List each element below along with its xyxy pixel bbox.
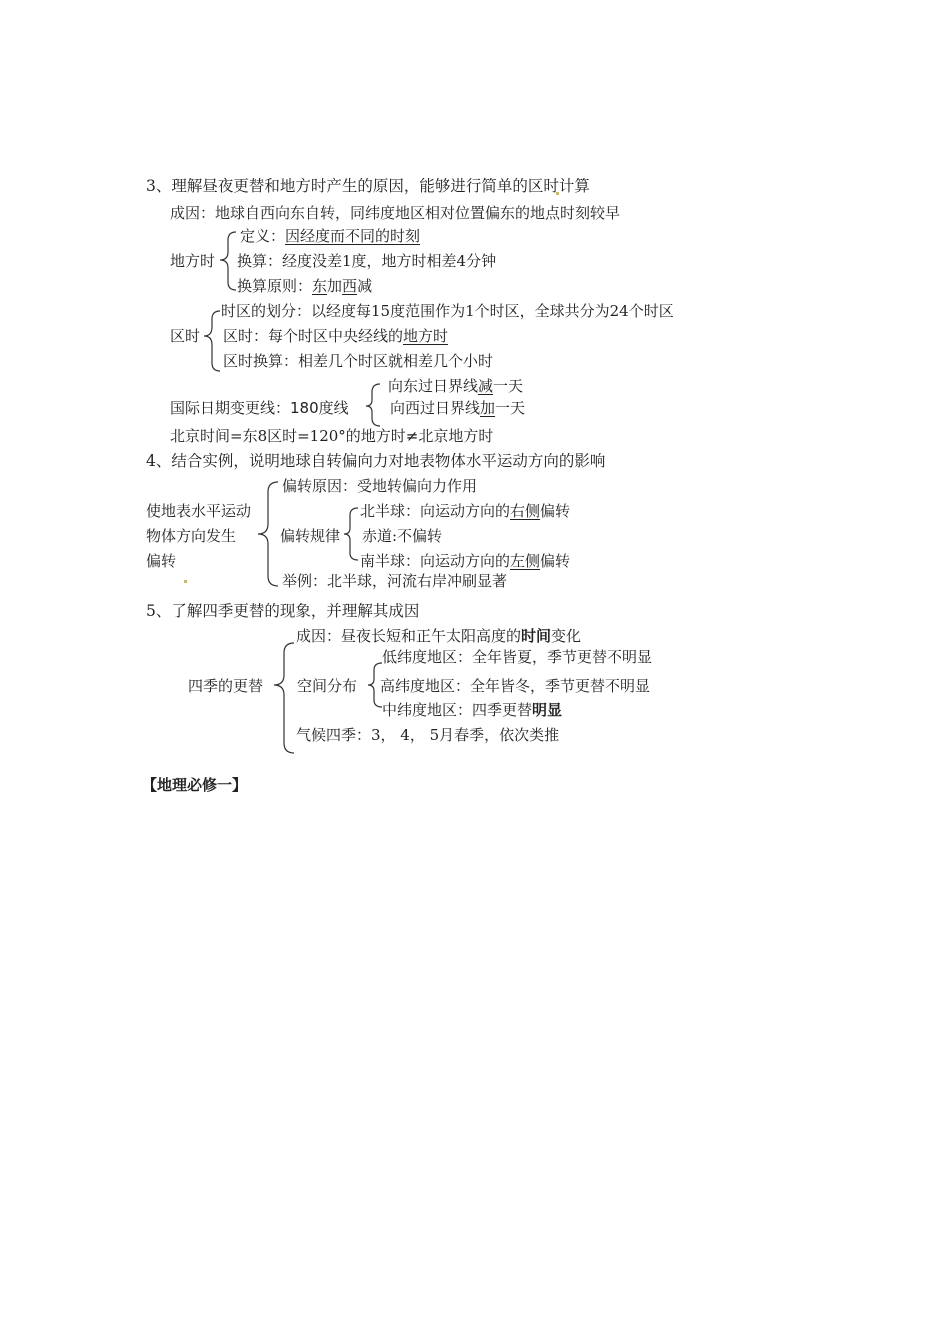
west-value: 加 bbox=[480, 399, 496, 417]
local-time-brace bbox=[220, 232, 236, 290]
zone-time-value: 地方时 bbox=[403, 327, 449, 345]
south-value: 左侧 bbox=[510, 552, 541, 570]
beijing-time-note: 北京时间=东8区时=120°的地方时≠北京地方时 bbox=[170, 427, 494, 445]
cause-suffix: 变化 bbox=[551, 627, 582, 645]
rule-add: 加 bbox=[327, 277, 343, 295]
deflection-reason: 偏转原因：受地转偏向力作用 bbox=[282, 477, 478, 495]
southern-hemisphere-rule bbox=[360, 551, 570, 571]
east-prefix: 向东过日界线 bbox=[388, 377, 479, 395]
zone-time-conversion: 区时换算：相差几个时区就相差几个小时 bbox=[223, 352, 494, 370]
climate-seasons: 气候四季：3， 4， 5月春季，依次类推 bbox=[296, 726, 560, 744]
space-distribution-label: 空间分布 bbox=[297, 677, 358, 695]
high-latitude: 高纬度地区：全年皆冬，季节更替不明显 bbox=[380, 677, 651, 695]
cause-bold: 时间 bbox=[521, 627, 552, 645]
mid-prefix: 中纬度地区：四季更替 bbox=[382, 701, 533, 719]
mid-latitude bbox=[382, 700, 562, 720]
east-value: 减 bbox=[478, 377, 494, 395]
north-suffix: 偏转 bbox=[540, 502, 571, 520]
south-prefix: 南半球：向运动方向的 bbox=[360, 552, 511, 570]
deflection-example: 举例：北半球，河流右岸冲刷显著 bbox=[282, 572, 508, 590]
zone-time-brace bbox=[204, 311, 220, 371]
rotation-cause: 成因：地球自西向东自转，同纬度地区相对位置偏东的地点时刻较早 bbox=[170, 204, 621, 222]
seasons-cause bbox=[296, 626, 581, 646]
west-prefix: 向西过日界线 bbox=[390, 399, 481, 417]
seasons-label: 四季的更替 bbox=[188, 677, 264, 695]
definition-prefix: 定义： bbox=[240, 227, 286, 245]
seasons-outer-brace bbox=[274, 643, 294, 753]
mid-bold: 明显 bbox=[532, 701, 563, 719]
south-suffix: 偏转 bbox=[540, 552, 571, 570]
dateline-prefix: 国际日期变更线： bbox=[170, 399, 291, 417]
time-zone-division: 时区的划分：以经度每15度范围作为1个时区，全球共分为24个时区 bbox=[221, 302, 674, 320]
deflection-label-line-3: 偏转 bbox=[146, 552, 177, 570]
dateline-degree-suffix: 度线 bbox=[318, 399, 349, 417]
deflection-rule-brace bbox=[344, 508, 358, 560]
dateline-west bbox=[390, 398, 525, 418]
rule-west: 西 bbox=[342, 277, 358, 295]
dateline-degree: 180 bbox=[290, 399, 319, 417]
east-suffix: 一天 bbox=[493, 377, 524, 395]
dateline-brace bbox=[366, 384, 380, 426]
zone-time-definition bbox=[223, 326, 448, 346]
section-5-heading: 5、了解四季更替的现象，并理解其成因 bbox=[146, 602, 420, 620]
deflection-label-line-1: 使地表水平运动 bbox=[146, 502, 252, 520]
rule-east: 东 bbox=[312, 277, 328, 295]
north-value: 右侧 bbox=[510, 502, 541, 520]
zone-time-label: 区时 bbox=[170, 327, 201, 345]
section-4-heading: 4、结合实例，说明地球自转偏向力对地表物体水平运动方向的影响 bbox=[146, 452, 606, 470]
zone-time-prefix: 区时：每个时区中央经线的 bbox=[223, 327, 404, 345]
cause-prefix: 成因：昼夜长短和正午太阳高度的 bbox=[296, 627, 522, 645]
deflection-outer-brace bbox=[258, 482, 278, 586]
rule-subtract: 减 bbox=[357, 277, 373, 295]
north-prefix: 北半球：向运动方向的 bbox=[360, 502, 511, 520]
northern-hemisphere-rule bbox=[360, 501, 570, 521]
dateline-east bbox=[388, 376, 523, 396]
definition-value: 因经度而不同的时刻 bbox=[285, 227, 421, 245]
deflection-rule-label: 偏转规律 bbox=[280, 527, 341, 545]
local-time-definition bbox=[240, 226, 420, 246]
dateline-label bbox=[170, 398, 349, 418]
stray-mark bbox=[184, 580, 187, 583]
local-time-rule bbox=[237, 276, 372, 296]
equator-rule: 赤道:不偏转 bbox=[362, 527, 443, 545]
local-time-conversion: 换算：经度没差1度，地方时相差4分钟 bbox=[237, 252, 497, 270]
low-latitude: 低纬度地区：全年皆夏，季节更替不明显 bbox=[382, 648, 653, 666]
footer-tag: 【地理必修一】 bbox=[142, 776, 248, 794]
section-3-heading: 3、理解昼夜更替和地方时产生的原因，能够进行简单的区时计算 bbox=[146, 177, 590, 195]
west-suffix: 一天 bbox=[495, 399, 526, 417]
deflection-label-line-2: 物体方向发生 bbox=[146, 527, 237, 545]
rule-prefix: 换算原则： bbox=[237, 277, 313, 295]
local-time-label: 地方时 bbox=[170, 252, 216, 270]
